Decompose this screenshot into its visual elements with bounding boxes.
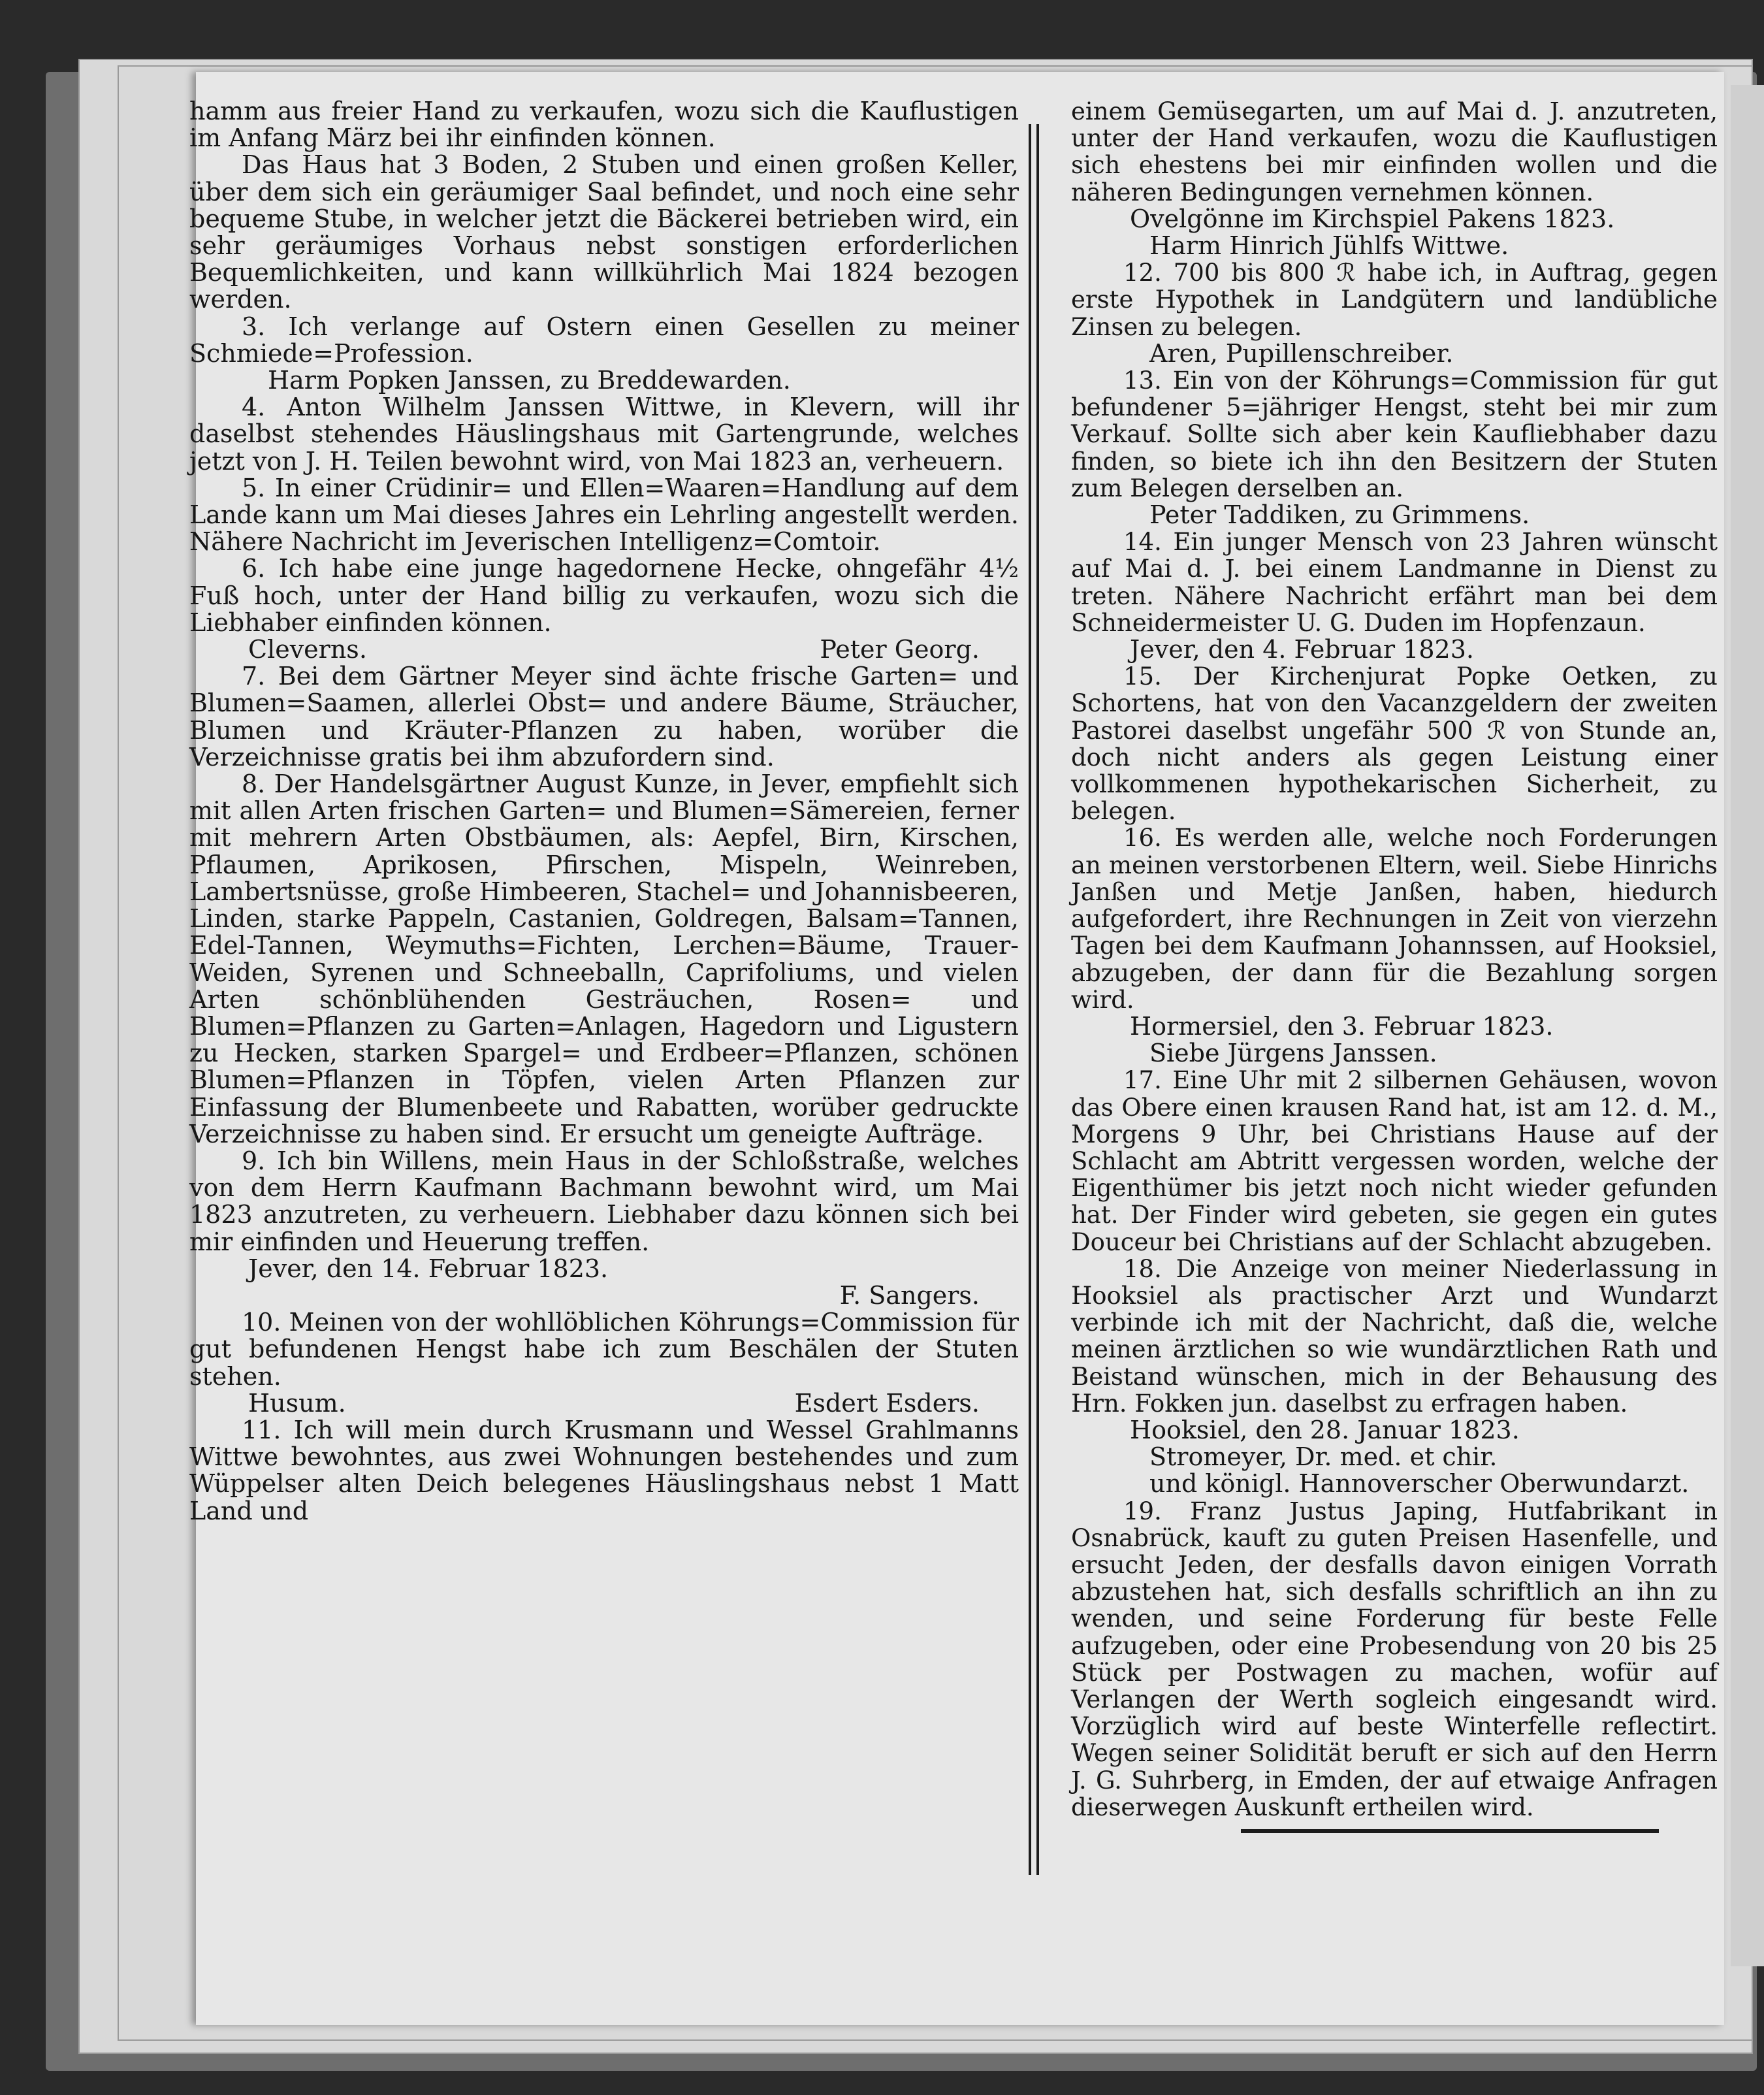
end-rule — [1241, 1829, 1659, 1833]
right-column — [1071, 98, 1718, 1821]
advertisement-paragraph: 18. Die Anzeige von meiner Niederlassung in Hooksiel als practischer Arzt und Wundarzt verbinde ich mit der Nachricht, daß die, welche meinen ärztlichen so wie wundärztlichen Rath und Beistand wünschen, mich in der Behausung des Hrn. Fokken jun. daselbst zu erfragen haben. — [1071, 1254, 1718, 1418]
advertisement-paragraph: 10. Meinen von der wohllöblichen Köhrungs=Commission für gut befundenen Hengst habe ich zum Beschälen der Stuten stehen. — [189, 1308, 1019, 1391]
advertisement-paragraph: 5. In einer Crüdinir= und Ellen=Waaren=Handlung auf dem Lande kann um Mai dieses Jahres ein Lehrling angestellt werden. Nähere Nachricht im Jeverischen Intelligenz=Comtoir. — [189, 473, 1019, 557]
signature: Stromeyer, Dr. med. et chir. — [1149, 1442, 1498, 1472]
place-name: Cleverns. — [248, 635, 367, 664]
place-date-line: Ovelgönne im Kirchspiel Pakens 1823. — [1130, 204, 1615, 233]
document-page — [189, 72, 1724, 2025]
place-date-line: Hooksiel, den 28. Januar 1823. — [1130, 1415, 1520, 1444]
advertisement-paragraph: 14. Ein junger Mensch von 23 Jahren wünscht auf Mai d. J. bei einem Landmanne in Dienst zu treten. Nähere Nachricht erfährt man bei dem Schneidermeister U. G. Duden im Hopfenzaun. — [1071, 528, 1718, 637]
advertisement-paragraph: 6. Ich habe eine junge hagedornene Hecke, ohngefähr 4½ Fuß hoch, unter der Hand billig zu verkaufen, wozu sich die Liebhaber einfinden können. — [189, 554, 1019, 637]
advertisement-paragraph: 7. Bei dem Gärtner Meyer sind ächte frische Garten= und Blumen=Saamen, allerlei Obst= und andere Bäume, Sträucher, Blumen und Kräuter-Pflanzen zu haben, worüber die Verzeichnisse gratis bei ihm abzufordern sind. — [189, 662, 1019, 771]
column-divider — [1029, 124, 1039, 1875]
paragraph-continued: hamm aus freier Hand zu verkaufen, wozu sich die Kauflustigen im Anfang März bei ihr einfinden können. — [189, 97, 1019, 153]
advertisement-paragraph: 16. Es werden alle, welche noch Forderungen an meinen verstorbenen Eltern, weil. Siebe Hinrichs Janßen und Metje Janßen, haben, hiedurch aufgefordert, ihre Rechnungen in Zeit von vierzehn Tagen bei dem Kaufmann Johannssen, auf Hooksiel, abzugeben, der dann für die Bezahlung sorgen wird. — [1071, 824, 1718, 1014]
place-signature-row — [189, 636, 1019, 663]
signature: Harm Hinrich Jühlfs Wittwe. — [1149, 231, 1509, 261]
advertisement-paragraph: Das Haus hat 3 Boden, 2 Stuben und einen großen Keller, über dem sich ein geräumiger Saal befindet, und noch eine sehr bequeme Stube, in welcher jetzt die Bäckerei betrieben wird, ein sehr geräumiges Vorhaus nebst sonstigen erforderlichen Bequemlichkeiten, und kann willkührlich Mai 1824 bezogen werden. — [189, 150, 1019, 314]
place-signature-row — [189, 1390, 1019, 1417]
place-date-line: Jever, den 4. Februar 1823. — [1130, 635, 1474, 664]
advertisement-paragraph: 19. Franz Justus Japing, Hutfabrikant in Osnabrück, kauft zu guten Preisen Hasenfelle, und ersucht Jeden, der desfalls davon einigen Vorrath abzustehen hat, sich desfalls schriftlich an ihn zu wenden, und seine Forderung für beste Felle aufzugeben, oder eine Probesendung von 20 bis 25 Stück per Postwagen zu machen, wofür auf Verlangen der Werth sogleich eingesandt wird. Vorzüglich wird auf beste Winterfelle reflectirt. Wegen seiner Solidität beruft er sich auf den Herrn J. G. Suhrberg, in Emden, der auf etwaige Anfragen dieserwegen Auskunft ertheilen wird. — [1071, 1497, 1718, 1821]
advertisement-paragraph: 15. Der Kirchenjurat Popke Oetken, zu Schortens, hat von den Vacanzgeldern der zweiten Pastorei daselbst ungefähr 500 ℛ von Stunde an, doch nicht anders als gegen Leistung einer vollkommenen hypothekarischen Sicherheit, zu belegen. — [1071, 662, 1718, 826]
signature: Peter Georg. — [820, 635, 980, 664]
advertisement-paragraph: 17. Eine Uhr mit 2 silbernen Gehäusen, wovon das Obere einen krausen Rand hat, ist am 12. d. M., Morgens 9 Uhr, bei Christians Hause auf der Schlacht am Abtritt vergessen worden, welche der Eigenthümer bis jetzt noch nicht wieder gefunden hat. Der Finder wird gebeten, sie gegen ein gutes Douceur bei Christians auf der Schlacht abzugeben. — [1071, 1066, 1718, 1256]
advertisement-paragraph: 13. Ein von der Köhrungs=Commission für gut befundener 5=jähriger Hengst, steht bei mir zum Verkauf. Sollte sich aber kein Kaufliebhaber dazu finden, so biete ich ihn den Besitzern der Stuten zum Belegen derselben an. — [1071, 366, 1718, 502]
advertisement-paragraph: 11. Ich will mein durch Krusmann und Wessel Grahlmanns Wittwe bewohntes, aus zwei Wohnungen bestehendes und zum Wüppelser alten Deich belegenes Häuslingshaus nebst 1 Matt Land und — [189, 1415, 1019, 1525]
signature: Aren, Pupillenschreiber. — [1149, 338, 1454, 368]
paragraph-continued: einem Gemüsegarten, um auf Mai d. J. anzutreten, unter der Hand verkaufen, wozu die Kauflustigen sich ehestens bei mir einfinden wollen und die näheren Bedingungen vernehmen können. — [1071, 97, 1718, 206]
signature: und königl. Hannoverscher Oberwundarzt. — [1149, 1469, 1690, 1499]
signature: Harm Popken Janssen, zu Breddewarden. — [268, 366, 791, 395]
advertisement-paragraph: 3. Ich verlange auf Ostern einen Gesellen zu meiner Schmiede=Profession. — [189, 312, 1019, 368]
signature: Siebe Jürgens Janssen. — [1149, 1039, 1437, 1068]
place-date-line: Hormersiel, den 3. Februar 1823. — [1130, 1011, 1554, 1041]
place-name: Husum. — [248, 1388, 346, 1418]
left-column — [189, 98, 1019, 1525]
signature: F. Sangers. — [839, 1280, 980, 1310]
place-date-line: Jever, den 14. Februar 1823. — [248, 1254, 609, 1283]
advertisement-paragraph: 4. Anton Wilhelm Janssen Wittwe, in Klevern, will ihr daselbst stehendes Häuslingshaus mit Gartengrunde, welches jetzt von J. H. Teilen bewohnt wird, von Mai 1823 an, verheuern. — [189, 393, 1019, 476]
advertisement-paragraph: 8. Der Handelsgärtner August Kunze, in Jever, empfiehlt sich mit allen Arten frischen Garten= und Blumen=Sämereien, ferner mit mehrern Arten Obstbäumen, als: Aepfel, Birn, Kirschen, Pflaumen, Aprikosen, Pfirschen, Mispeln, Weinreben, Lambertsnüsse, große Himbeeren, Stachel= und Johannisbeeren, Linden, starke Pappeln, Castanien, Goldregen, Balsam=Tannen, Edel-Tannen, Weymuths=Fichten, Lerchen=Bäume, Trauer-Weiden, Syrenen und Schneeballn, Caprifoliums, und vielen Arten schönblühenden Gesträuchen, Rosen= und Blumen=Pflanzen zu Garten=Anlagen, Hagedorn und Ligustern zu Hecken, starken Spargel= und Erdbeer=Pflanzen, schönen Blumen=Pflanzen in Töpfen, vielen Arten Pflanzen zur Einfassung der Blumenbeete und Rabatten, worüber gedruckte Verzeichnisse zu haben sind. Er ersucht um geneigte Aufträge. — [189, 770, 1019, 1148]
advertisement-paragraph: 9. Ich bin Willens, mein Haus in der Schloßstraße, welches von dem Herrn Kaufmann Bachmann bewohnt wird, um Mai 1823 anzutreten, zu verheuern. Liebhaber dazu können sich bei mir einfinden und Heuerung treffen. — [189, 1146, 1019, 1256]
page-right-edge — [1731, 85, 1764, 1966]
signature: Esdert Esders. — [794, 1388, 980, 1418]
signature: Peter Taddiken, zu Grimmens. — [1149, 500, 1530, 530]
advertisement-paragraph: 12. 700 bis 800 ℛ habe ich, in Auftrag, gegen erste Hypothek in Landgütern und landübliche Zinsen zu belegen. — [1071, 259, 1718, 341]
